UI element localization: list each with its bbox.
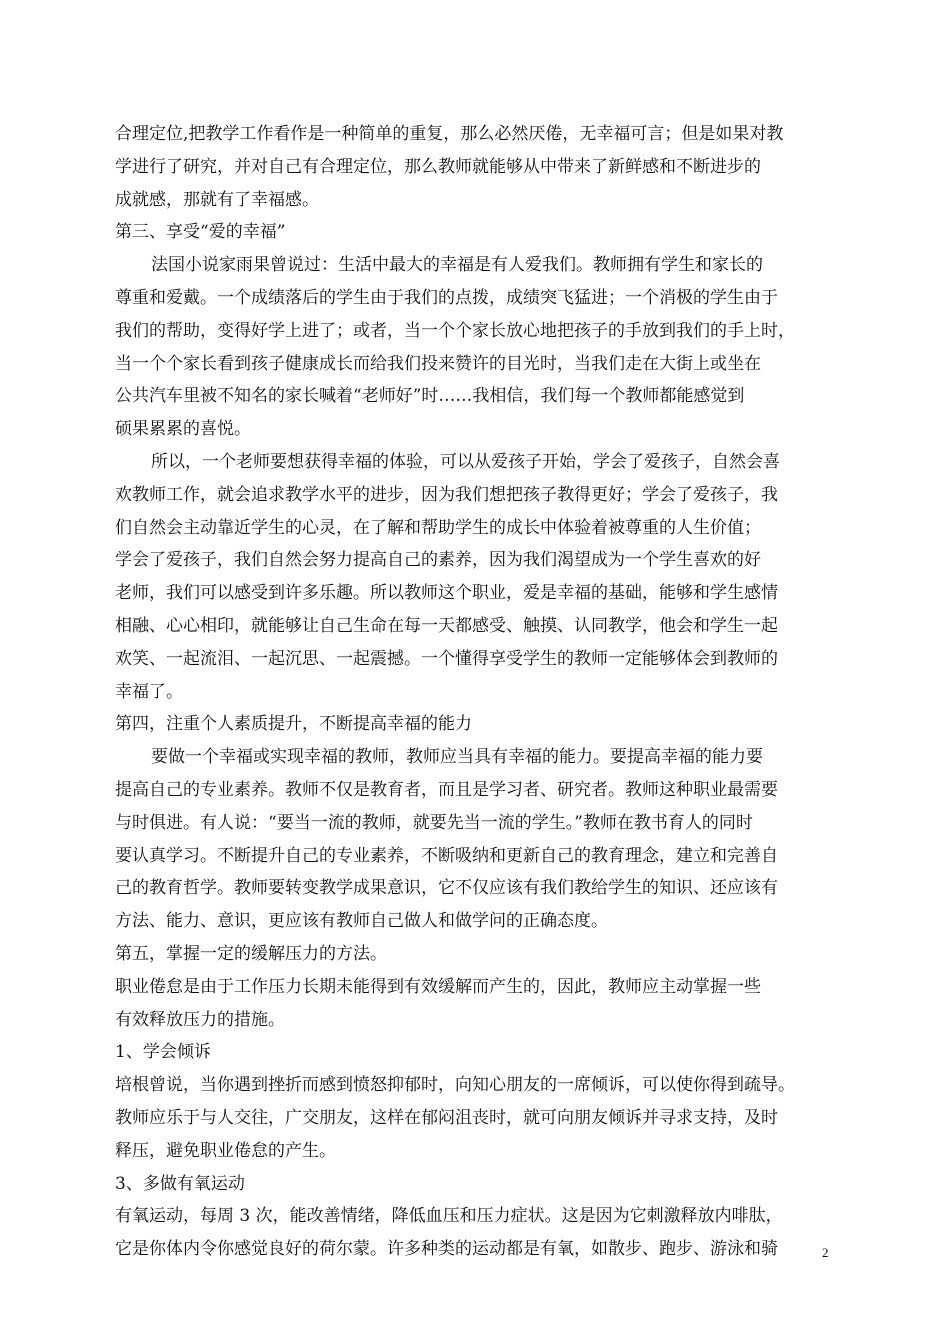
text-line: 公共汽车里被不知名的家长喊着“老师好”时……我相信，我们每一个教师都能感觉到 xyxy=(115,386,745,407)
text-line: 欢笑、一起流泪、一起沉思、一起震撼。一个懂得享受学生的教师一定能够体会到教师的 xyxy=(115,648,778,669)
text-line: 第五，掌握一定的缓解压力的方法。 xyxy=(115,943,387,964)
text-line: 与时俱进。有人说：“要当一流的教师，就要先当一流的学生。”教师在教书育人的同时 xyxy=(115,812,753,833)
text-line: 教师应乐于与人交往，广交朋友，这样在郁闷沮丧时，就可向朋友倾诉并寻求支持，及时 xyxy=(115,1107,778,1128)
text-line: 们自然会主动靠近学生的心灵，在了解和帮助学生的成长中体验着被尊重的人生价值； xyxy=(115,517,761,538)
text-line: 法国小说家雨果曾说过：生活中最大的幸福是有人爱我们。教师拥有学生和家长的 xyxy=(151,255,763,276)
text-line: 方法、能力、意识，更应该有教师自己做人和做学问的正确态度。 xyxy=(115,911,608,932)
text-line: 幸福了。 xyxy=(115,681,183,702)
text-line: 有氧运动，每周 3 次，能改善情绪，降低血压和压力症状。这是因为它刺激释放内啡肽， xyxy=(115,1206,783,1227)
page-number: 2 xyxy=(822,1245,829,1260)
text-line: 我们的帮助，变得好学上进了；或者，当一个个家长放心地把孩子的手放到我们的手上时， xyxy=(115,320,795,341)
text-line: 提高自己的专业素养。教师不仅是教育者，而且是学习者、研究者。教师这种职业最需要 xyxy=(115,779,778,800)
text-line: 1、学会倾诉 xyxy=(115,1042,211,1063)
body-text xyxy=(115,118,845,1266)
text-line: 相融、心心相印，就能够让自己生命在每一天都感受、触摸、认同教学，他会和学生一起 xyxy=(115,615,778,636)
text-line: 欢教师工作，就会追求教学水平的进步，因为我们想把孩子教得更好；学会了爱孩子，我 xyxy=(115,484,778,505)
text-line: 老师，我们可以感受到许多乐趣。所以教师这个职业，爱是幸福的基础，能够和学生感情 xyxy=(115,583,778,604)
text-line: 有效释放压力的措施。 xyxy=(115,1009,285,1030)
text-line: 要认真学习。不断提升自己的专业素养，不断吸纳和更新自己的教育理念，建立和完善自 xyxy=(115,845,778,866)
text-line: 培根曾说，当你遇到挫折而感到愤怒抑郁时，向知心朋友的一席倾诉，可以使你得到疏导。 xyxy=(115,1075,795,1096)
text-line: 要做一个幸福或实现幸福的教师，教师应当具有幸福的能力。要提高幸福的能力要 xyxy=(151,747,763,768)
text-line: 释压，避免职业倦怠的产生。 xyxy=(115,1140,336,1161)
text-line: 所以，一个老师要想获得幸福的体验，可以从爱孩子开始，学会了爱孩子，自然会喜 xyxy=(151,451,780,472)
text-line: 学会了爱孩子，我们自然会努力提高自己的素养，因为我们渴望成为一个学生喜欢的好 xyxy=(115,550,761,571)
text-line: 当一个个家长看到孩子健康成长而给我们投来赞许的目光时，当我们走在大街上或坐在 xyxy=(115,353,761,374)
text-line: 学进行了研究，并对自己有合理定位，那么教师就能够从中带来了新鲜感和不断进步的 xyxy=(115,156,761,177)
text-line: 己的教育哲学。教师要转变教学成果意识，它不仅应该有我们教给学生的知识、还应该有 xyxy=(115,878,778,899)
text-line: 第三、享受“爱的幸福” xyxy=(115,222,286,243)
text-line: 合理定位,把教学工作看作是一种简单的重复，那么必然厌倦，无幸福可言；但是如果对教 xyxy=(115,124,784,144)
text-line: 尊重和爱戴。一个成绩落后的学生由于我们的点拨，成绩突飞猛进；一个消极的学生由于 xyxy=(115,287,778,308)
text-line: 3、多做有氧运动 xyxy=(115,1173,245,1194)
text-line: 职业倦怠是由于工作压力长期未能得到有效缓解而产生的，因此，教师应主动掌握一些 xyxy=(115,976,761,997)
text-line: 第四，注重个人素质提升，不断提高幸福的能力 xyxy=(115,714,472,735)
text-line: 硕果累累的喜悦。 xyxy=(115,419,251,440)
text-line: 它是你体内令你感觉良好的荷尔蒙。许多种类的运动都是有氧，如散步、跑步、游泳和骑 xyxy=(115,1239,778,1260)
text-line: 成就感，那就有了幸福感。 xyxy=(115,189,319,210)
